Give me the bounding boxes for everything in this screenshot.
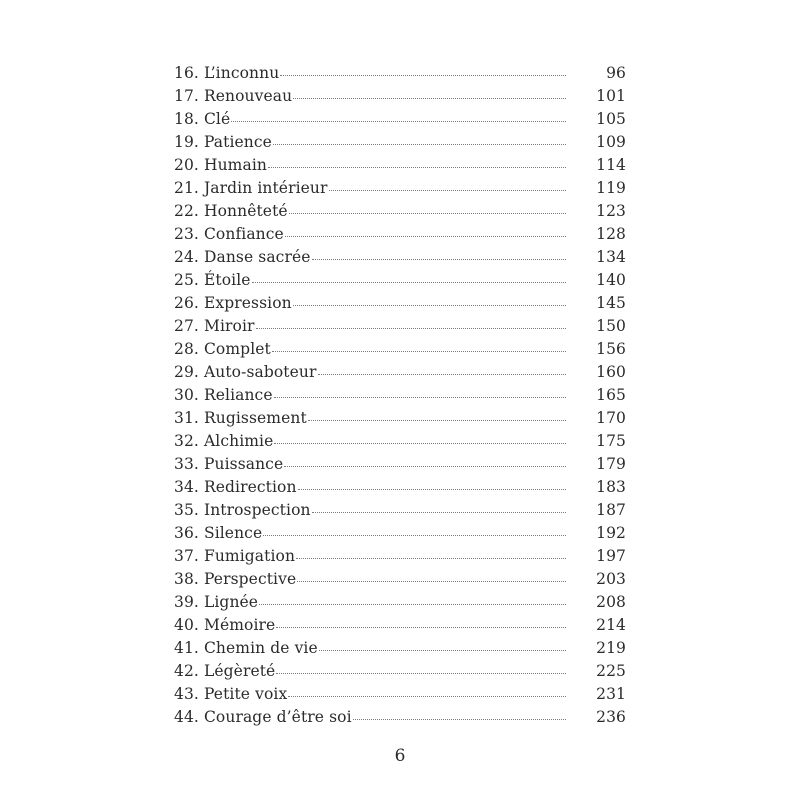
dot-leader: [329, 190, 566, 191]
dot-leader: [312, 259, 566, 260]
table-of-contents: [174, 61, 626, 728]
toc-entry-title: 29. Auto-saboteur: [174, 362, 317, 381]
toc-entry-title: 42. Légèreté: [174, 661, 276, 680]
dot-leader: [276, 627, 566, 628]
dot-leader: [297, 581, 566, 582]
toc-entry-title: 33. Puissance: [174, 454, 284, 473]
dot-leader: [353, 719, 566, 720]
dot-leader: [284, 466, 566, 467]
toc-entry-page-number: 114: [596, 155, 626, 174]
toc-entry-page-number: 150: [596, 316, 626, 335]
toc-entry-title: 16. L’inconnu: [174, 63, 280, 82]
dot-leader: [274, 443, 566, 444]
dot-leader: [288, 696, 566, 697]
toc-entry-page-number: 101: [596, 86, 626, 105]
toc-entry: [174, 61, 626, 84]
toc-entry: [174, 429, 626, 452]
toc-entry: [174, 452, 626, 475]
toc-entry: [174, 475, 626, 498]
toc-entry: [174, 153, 626, 176]
toc-entry-title: 19. Patience: [174, 132, 272, 151]
dot-leader: [293, 98, 566, 99]
toc-entry: [174, 705, 626, 728]
toc-entry-page-number: 160: [596, 362, 626, 381]
toc-entry-page-number: 179: [596, 454, 626, 473]
toc-entry-title: 32. Alchimie: [174, 431, 274, 450]
toc-entry-title: 27. Miroir: [174, 316, 255, 335]
toc-entry-title: 23. Confiance: [174, 224, 284, 243]
toc-entry-page-number: 187: [596, 500, 626, 519]
toc-entry-title: 22. Honnêteté: [174, 201, 288, 220]
toc-entry-page-number: 119: [596, 178, 626, 197]
toc-entry: [174, 337, 626, 360]
toc-entry-page-number: 170: [596, 408, 626, 427]
toc-entry: [174, 383, 626, 406]
toc-entry: [174, 360, 626, 383]
toc-entry-title: 17. Renouveau: [174, 86, 293, 105]
toc-entry: [174, 245, 626, 268]
toc-entry: [174, 176, 626, 199]
dot-leader: [259, 604, 566, 605]
toc-entry-page-number: 128: [596, 224, 626, 243]
dot-leader: [318, 374, 567, 375]
toc-entry: [174, 613, 626, 636]
dot-leader: [273, 144, 566, 145]
toc-entry: [174, 521, 626, 544]
toc-entry-title: 20. Humain: [174, 155, 267, 174]
toc-entry-page-number: 105: [596, 109, 626, 128]
toc-entry-title: 43. Petite voix: [174, 684, 288, 703]
dot-leader: [268, 167, 566, 168]
dot-leader: [274, 397, 566, 398]
dot-leader: [298, 489, 566, 490]
toc-entry-page-number: 219: [596, 638, 626, 657]
toc-entry: [174, 659, 626, 682]
dot-leader: [231, 121, 566, 122]
dot-leader: [272, 351, 566, 352]
toc-entry: [174, 636, 626, 659]
toc-entry-page-number: 96: [606, 63, 626, 82]
toc-entry-page-number: 123: [596, 201, 626, 220]
dot-leader: [319, 650, 566, 651]
toc-entry: [174, 107, 626, 130]
toc-entry-title: 31. Rugissement: [174, 408, 307, 427]
dot-leader: [276, 673, 566, 674]
toc-entry-page-number: 134: [596, 247, 626, 266]
toc-entry: [174, 682, 626, 705]
toc-entry: [174, 567, 626, 590]
toc-entry-title: 34. Redirection: [174, 477, 297, 496]
toc-entry-title: 28. Complet: [174, 339, 271, 358]
toc-entry-page-number: 197: [596, 546, 626, 565]
toc-entry-page-number: 231: [596, 684, 626, 703]
toc-entry: [174, 268, 626, 291]
toc-entry: [174, 222, 626, 245]
dot-leader: [256, 328, 566, 329]
toc-entry-title: 30. Reliance: [174, 385, 273, 404]
toc-entry-page-number: 175: [596, 431, 626, 450]
toc-entry: [174, 544, 626, 567]
toc-entry-title: 25. Étoile: [174, 270, 251, 289]
toc-entry-page-number: 109: [596, 132, 626, 151]
toc-entry-title: 39. Lignée: [174, 592, 259, 611]
dot-leader: [285, 236, 566, 237]
toc-entry: [174, 314, 626, 337]
toc-entry-page-number: 208: [596, 592, 626, 611]
toc-entry: [174, 130, 626, 153]
dot-leader: [263, 535, 566, 536]
toc-entry-title: 35. Introspection: [174, 500, 311, 519]
toc-entry-page-number: 236: [596, 707, 626, 726]
toc-entry-title: 40. Mémoire: [174, 615, 276, 634]
toc-entry-page-number: 203: [596, 569, 626, 588]
page-number: 6: [394, 746, 406, 766]
dot-leader: [293, 305, 566, 306]
dot-leader: [289, 213, 566, 214]
toc-entry-page-number: 165: [596, 385, 626, 404]
toc-entry-page-number: 156: [596, 339, 626, 358]
dot-leader: [312, 512, 566, 513]
dot-leader: [308, 420, 566, 421]
toc-entry-page-number: 214: [596, 615, 626, 634]
toc-entry: [174, 498, 626, 521]
toc-entry-page-number: 225: [596, 661, 626, 680]
toc-entry-title: 37. Fumigation: [174, 546, 296, 565]
dot-leader: [280, 75, 566, 76]
toc-entry: [174, 84, 626, 107]
toc-entry-page-number: 183: [596, 477, 626, 496]
toc-entry: [174, 291, 626, 314]
dot-leader: [296, 558, 566, 559]
toc-entry-title: 38. Perspective: [174, 569, 297, 588]
toc-entry-title: 24. Danse sacrée: [174, 247, 311, 266]
toc-entry-title: 36. Silence: [174, 523, 263, 542]
toc-entry-page-number: 145: [596, 293, 626, 312]
toc-entry-title: 41. Chemin de vie: [174, 638, 318, 657]
toc-entry-title: 18. Clé: [174, 109, 231, 128]
toc-entry-page-number: 140: [596, 270, 626, 289]
dot-leader: [252, 282, 566, 283]
toc-entry-title: 21. Jardin intérieur: [174, 178, 328, 197]
toc-entry-title: 26. Expression: [174, 293, 292, 312]
toc-entry-page-number: 192: [596, 523, 626, 542]
toc-entry: [174, 590, 626, 613]
toc-entry: [174, 199, 626, 222]
toc-entry-title: 44. Courage d’être soi: [174, 707, 352, 726]
toc-entry: [174, 406, 626, 429]
